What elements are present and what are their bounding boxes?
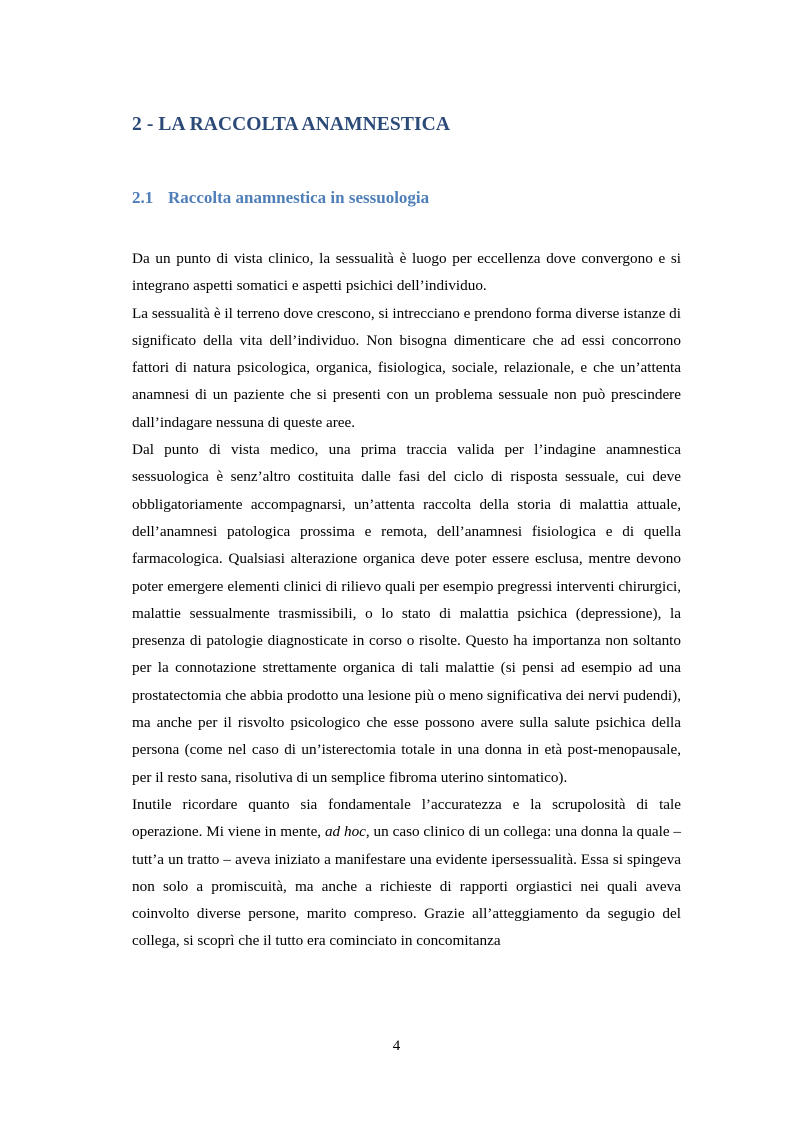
paragraph-4-start: Inutile ricordare quanto sia fondamentale l’accuratezza e la scrupolosità di tale operazione. Mi viene in mente, [132, 795, 681, 841]
section-number: 2.1 [132, 188, 154, 207]
page-number: 4 [392, 1038, 401, 1054]
paragraph-4 [132, 791, 681, 955]
italic-phrase: ad hoc [324, 823, 366, 841]
section-title: Raccolta anamnestica in sessuologia [168, 188, 430, 207]
chapter-title: 2 - LA RACCOLTA ANAMNESTICA [132, 114, 451, 135]
paragraph-2: La sessualità è il terreno dove crescono, si intrecciano e prendono forma diverse istanze di significato della vita dell’individuo. Non bisogna dimenticare che ad essi concorrono fattori di natura psicologica, organica, fisiologica, sociale, relazionale, e che un’attenta anamnesi di un paziente che si presenti con un problema sessuale non può prescindere dall’indagare nessuna di queste aree. [132, 304, 681, 431]
paragraph-1: Da un punto di vista clinico, la sessualità è luogo per eccellenza dove convergono e si integrano aspetti somatici e aspetti psichici dell’individuo. [132, 250, 681, 295]
paragraph-4-end: , un caso clinico di un collega: una donna la quale – tutt’a un tratto – aveva iniziato a manifestare una evidente ipersessualità. Essa si spingeva non solo a promiscuità, ma anche a richieste di rapporti orgiastici nei quali aveva coinvolto diverse persone, marito compreso. Grazie all’atteggiamento da segugio del collega, si scoprì che il tutto era cominciato in concomitanza [132, 823, 682, 950]
section-heading [132, 188, 429, 208]
body-text [132, 245, 681, 955]
paragraph-3: Dal punto di vista medico, una prima traccia valida per l’indagine anamnestica sessuologica è senz’altro costituita dalle fasi del ciclo di risposta sessuale, cui deve obbligatoriamente accompagnarsi, un’attenta raccolta della storia di malattia attuale, dell’anamnesi patologica prossima e remota, dell’anamnesi fisiologica e di quella farmacologica. Qualsiasi alterazione organica deve poter essere esclusa, mentre devono poter emergere elementi clinici di rilievo quali per esempio pregressi interventi chirurgici, malattie sessualmente trasmissibili, o lo stato di malattia psichica (depressione), la presenza di patologie diagnosticate in corso o risolte. Questo ha importanza non soltanto per la connotazione strettamente organica di tali malattie (si pensi ad esempio ad una prostatectomia che abbia prodotto una lesione più o meno significativa dei nervi pudendi), ma anche per il risvolto psicologico che esse possono avere sulla salute psichica della persona (come nel caso di un’isterectomia totale in una donna in età post-menopausale, per il resto sana, risolutiva di un semplice fibroma uterino sintomatico). [132, 441, 681, 786]
